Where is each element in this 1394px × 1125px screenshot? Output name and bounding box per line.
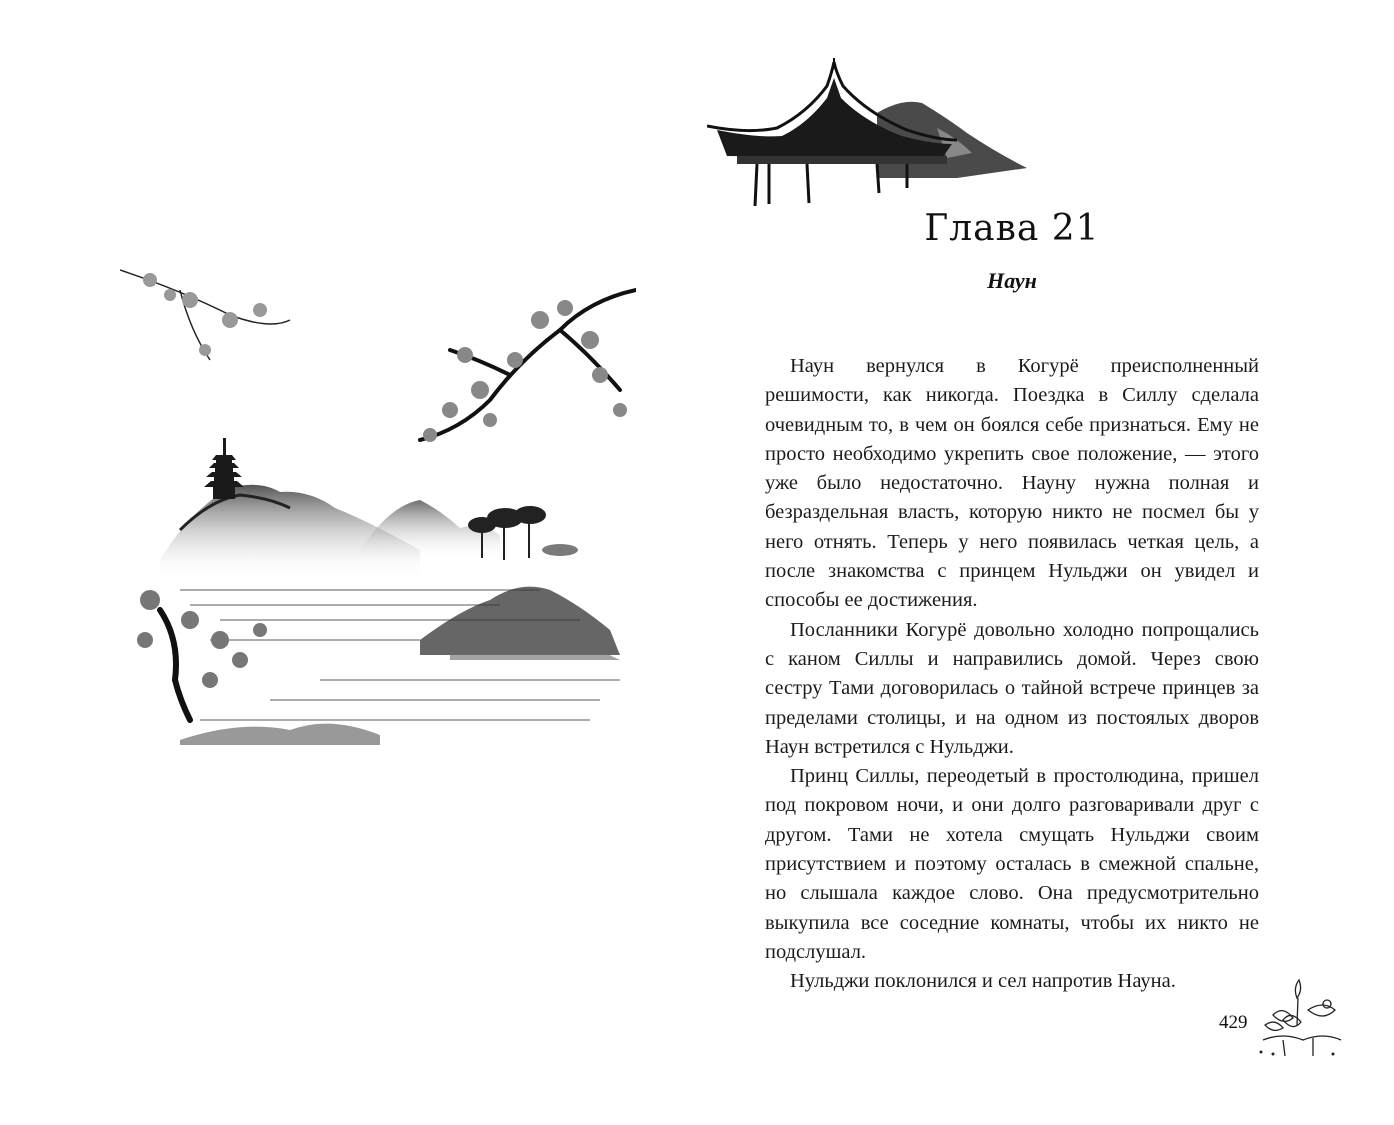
paragraph: Нульджи поклонился и сел напротив Науна. [790,970,1176,993]
chapter-body [765,352,1259,997]
pavilion-roof-illustration [707,58,1037,208]
chapter-title: Глава 21 [924,208,1100,249]
ink-landscape-illustration [120,260,636,765]
paragraph: Наун вернулся в Когурё преисполненный решимости, как никогда. Поездка в Силлу сделала очевидным то, в чем он боялся себе признаться. Ему не просто необходимо укрепить свое положение, — этого уже было недостаточно. Науну нужна полная и безраздельная власть, которую никто не посмел бы у него отнять. Теперь у него появилась четкая цель, а после знакомства с принцем Нульджи он увидел и способы ее достижения. [765,355,1259,612]
paragraph: Принц Силлы, переодетый в простолюдина, пришел под покровом ночи, и они долго разговаривали друг с другом. Тами не хотела смущать Нульджи своим присутствием и поэтому осталась в смежной спальне, но слышала каждое слово. Она предусмотрительно выкупила все соседние комнаты, чтобы их никто не подслушал. [765,765,1259,963]
lotus-icon [1253,970,1345,1060]
right-page [697,0,1394,1125]
page-number: 429 [1219,1012,1248,1033]
chapter-subtitle: Наун [987,268,1037,293]
paragraph: Посланники Когурё довольно холодно попрощались с каном Силлы и направились домой. Через свою сестру Тами договорилась о тайной встрече принцев за пределами столицы, и на одном из постоялых дворов Наун встретился с Нульджи. [765,618,1259,758]
